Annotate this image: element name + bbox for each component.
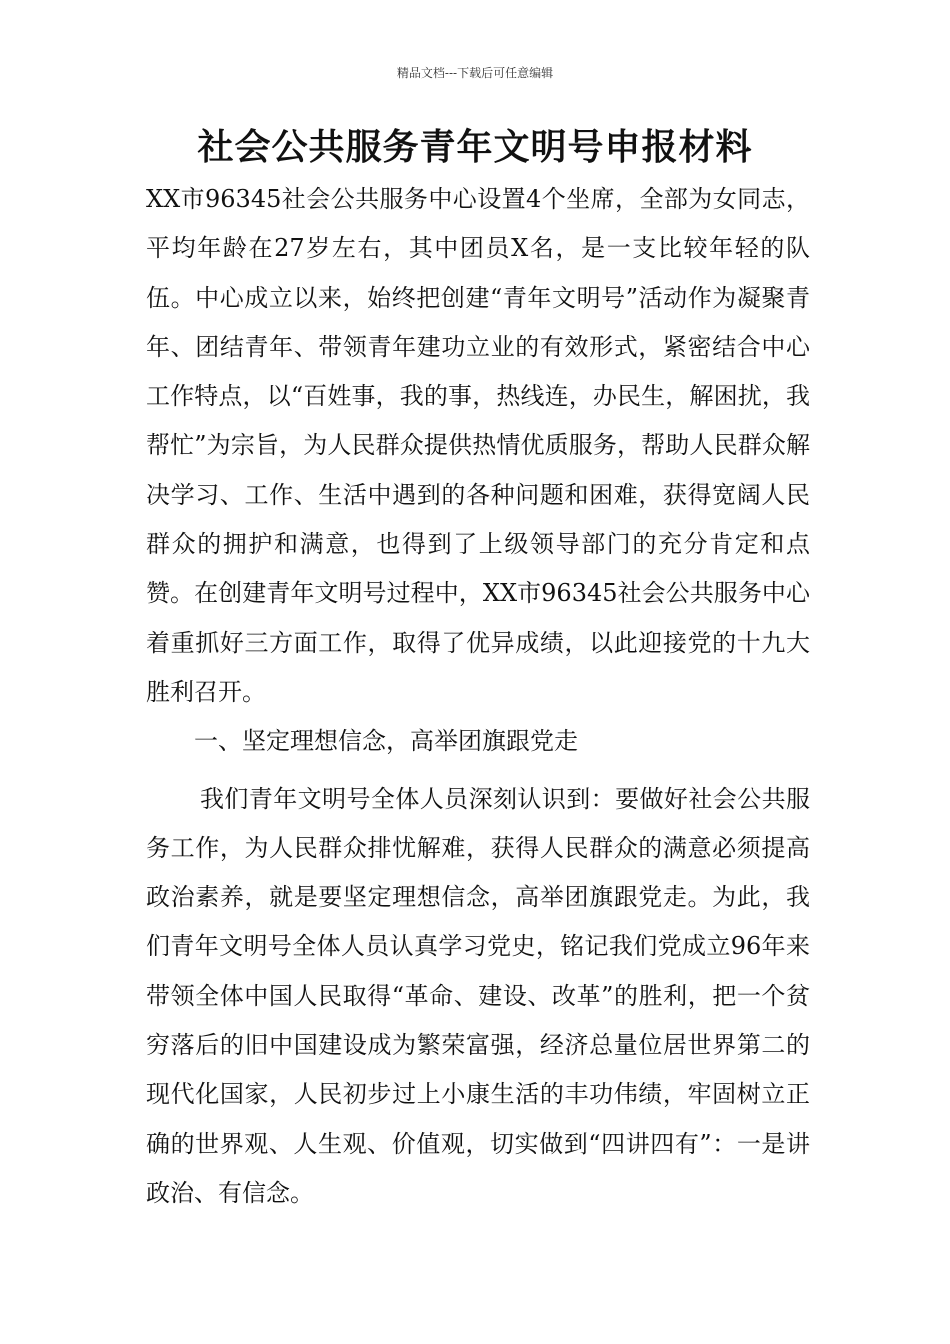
header-note: 精品文档---下载后可任意编辑	[396, 66, 554, 80]
document-body	[146, 175, 810, 1218]
section-heading-1: 一、坚定理想信念，高举团旗跟党走	[194, 727, 578, 756]
paragraph-intro: XX市96345社会公共服务中心设置4个坐席，全部为女同志，平均年龄在27岁左右，其中团员X名，是一支比较年轻的队伍。中心成立以来，始终把创建“青年文明号”活动作为凝聚青年、团结青年、带领青年建功立业的有效形式，紧密结合中心工作特点，以“百姓事，我的事，热线连，办民生，解困扰，我帮忙”为宗旨，为人民群众提供热情优质服务，帮助人民群众解决学习、工作、生活中遇到的各种问题和困难，获得宽阔人民群众的拥护和满意，也得到了上级领导部门的充分肯定和点赞。在创建青年文明号过程中，XX市96345社会公共服务中心着重抓好三方面工作，取得了优异成绩，以此迎接党的十九大胜利召开。	[146, 185, 810, 706]
paragraph-section-1: 我们青年文明号全体人员深刻认识到：要做好社会公共服务工作，为人民群众排忧解难，获得人民群众的满意必须提高政治素养，就是要坚定理想信念，高举团旗跟党走。为此，我们青年文明号全体人员认真学习党史，铭记我们党成立96年来带领全体中国人民取得“革命、建设、改革”的胜利，把一个贫穷落后的旧中国建设成为繁荣富强，经济总量位居世界第二的现代化国家，人民初步过上小康生活的丰功伟绩，牢固树立正确的世界观、人生观、价值观，切实做到“四讲四有”：一是讲政治、有信念。	[146, 784, 810, 1207]
document-title: 社会公共服务青年文明号申报材料	[197, 127, 753, 168]
